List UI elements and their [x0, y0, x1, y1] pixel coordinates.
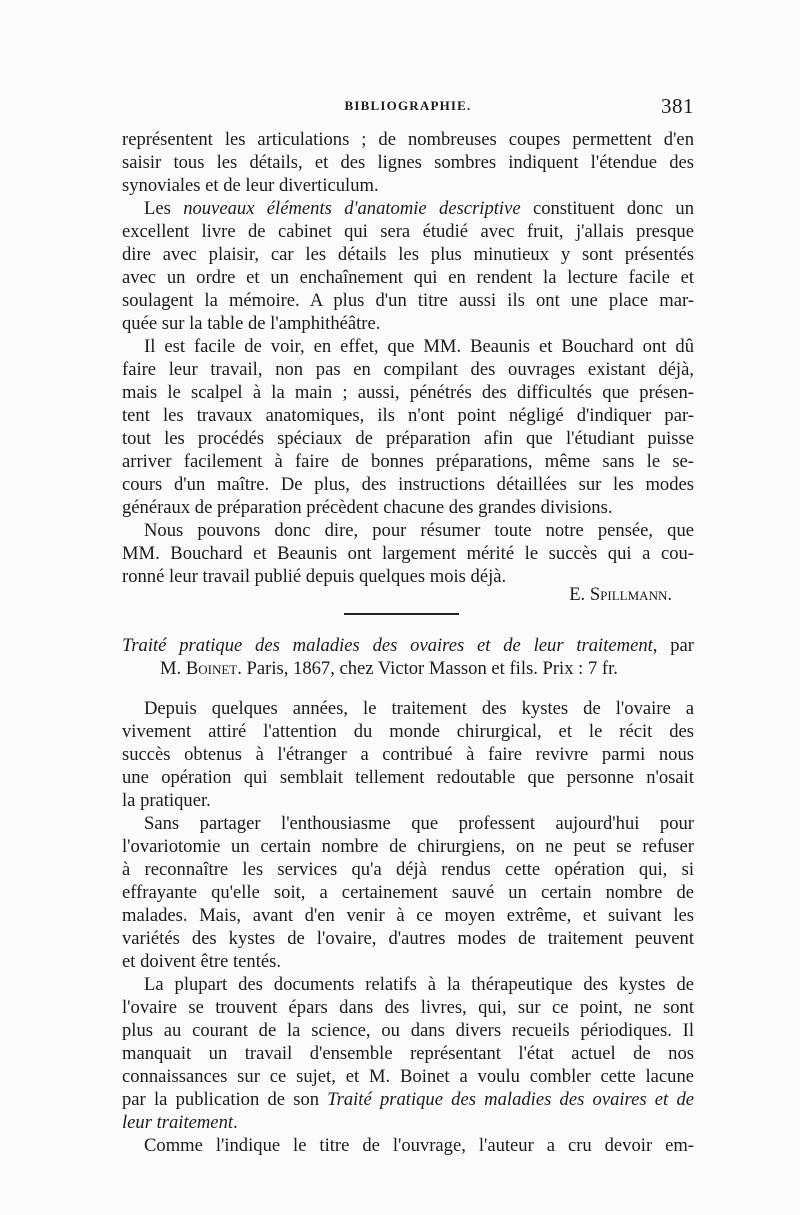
text-line: vivement attiré l'attention du monde chirurgical, et le récit des: [122, 721, 694, 742]
text-line: [122, 1088, 694, 1112]
text-line: Sans partager l'enthousiasme que professent aujourd'hui pour: [144, 813, 694, 834]
text-line: malades. Mais, avant d'en venir à ce moyen extrême, et suivant les: [122, 905, 694, 926]
text-line: arriver facilement à faire de bonnes préparations, même sans le se-: [122, 451, 694, 472]
text-line: effrayante qu'elle soit, a certainement sauvé un certain nombre de: [122, 882, 694, 903]
text-line: avec un ordre et un enchaînement qui en rendent la lecture facile et: [122, 267, 694, 288]
text-line: Il est facile de voir, en effet, que MM. Beaunis et Bouchard ont dû: [144, 336, 694, 357]
text-line: tout les procédés spéciaux de préparation afin que l'étudiant puisse: [122, 428, 694, 449]
text-line: quée sur la table de l'amphithéâtre.: [122, 313, 381, 334]
text-fragment: constituent donc un: [520, 198, 694, 219]
text-line: faire leur travail, non pas en compilant des ouvrages existant déjà,: [122, 359, 694, 380]
text-line: MM. Bouchard et Beaunis ont largement mérité le succès qui a cou-: [122, 543, 694, 564]
book-title-reference: leur traitement: [122, 1112, 234, 1133]
text-line: généraux de préparation précèdent chacune des grandes divisions.: [122, 497, 613, 518]
text-line: cours d'un maître. De plus, des instructions détaillées sur les modes: [122, 474, 694, 495]
text-line: à reconnaître les services qu'a déjà rendus cette opération qui, si: [122, 859, 694, 880]
text-line: variétés des kystes de l'ovaire, d'autres modes de traitement peuvent: [122, 928, 694, 949]
text-line: Depuis quelques années, le traitement des kystes de l'ovaire a: [144, 698, 694, 719]
text-line: [122, 1111, 694, 1135]
text-fragment: .: [233, 1112, 238, 1133]
review-heading-line: [122, 657, 694, 681]
text-line: excellent livre de cabinet qui sera étudié avec fruit, j'allais presque: [122, 221, 694, 242]
page-number: 381: [661, 94, 694, 118]
running-title: BIBLIOGRAPHIE.: [344, 98, 472, 113]
author-name: M. Boinet: [160, 658, 238, 679]
text-line: soulagent la mémoire. A plus d'un titre aussi ils ont une place mar-: [122, 290, 694, 311]
text-line: Comme l'indique le titre de l'ouvrage, l'auteur a cru devoir em-: [144, 1135, 694, 1156]
text-line: plus au courant de la science, ou dans divers recueils périodiques. Il: [122, 1020, 694, 1041]
text-line: dire avec plaisir, car les détails les plus minutieux y sont présentés: [122, 244, 694, 265]
text-line: l'ovaire se trouvent épars dans des livres, qui, sur ce point, ne sont: [122, 997, 694, 1018]
review-heading-line: [122, 634, 694, 658]
text-fragment: , par: [652, 635, 694, 656]
book-title-reference: nouveaux éléments d'anatomie descriptive: [183, 198, 521, 219]
text-line: mais le scalpel à la main ; aussi, pénétrés des difficultés que présen-: [122, 382, 694, 403]
text-line: synoviales et de leur diverticulum.: [122, 175, 379, 196]
text-line: La plupart des documents relatifs à la thérapeutique des kystes de: [144, 974, 694, 995]
text-line: l'ovariotomie un certain nombre de chirurgiens, on ne peut se refuser: [122, 836, 694, 857]
text-line: tent les travaux anatomiques, ils n'ont point négligé d'indiquer par-: [122, 405, 694, 426]
book-title-reference: Traité pratique des maladies des ovaires et de: [327, 1089, 694, 1110]
text-line: ronné leur travail publié depuis quelques mois déjà.: [122, 566, 507, 587]
text-line: et doivent être tentés.: [122, 951, 282, 972]
book-title-reference: Traité pratique des maladies des ovaires et de leur traitement: [122, 635, 653, 656]
text-line: représentent les articulations ; de nombreuses coupes permettent d'en: [122, 129, 694, 150]
reviewer-signature: E. Spillmann.: [569, 584, 672, 605]
section-divider: [344, 613, 459, 615]
text-line: manquait un travail d'ensemble représentant l'état actuel de nos: [122, 1043, 694, 1064]
page-header: [122, 96, 694, 120]
text-line: la pratiquer.: [122, 790, 211, 811]
text-fragment: Les: [144, 198, 184, 219]
text-line: [122, 197, 694, 221]
text-line: Nous pouvons donc dire, pour résumer toute notre pensée, que: [144, 520, 694, 541]
text-line: connaissances sur ce sujet, et M. Boinet a voulu combler cette lacune: [122, 1066, 694, 1087]
text-line: succès obtenus à l'étranger a contribué à faire revivre parmi nous: [122, 744, 694, 765]
text-line: saisir tous les détails, et des lignes sombres indiquent l'étendue des: [122, 152, 694, 173]
text-fragment: par la publication de son: [122, 1089, 328, 1110]
publication-details: . Paris, 1867, chez Victor Masson et fils. Prix : 7 fr.: [237, 658, 618, 679]
text-line: une opération qui semblait tellement redoutable que personne n'osait: [122, 767, 694, 788]
